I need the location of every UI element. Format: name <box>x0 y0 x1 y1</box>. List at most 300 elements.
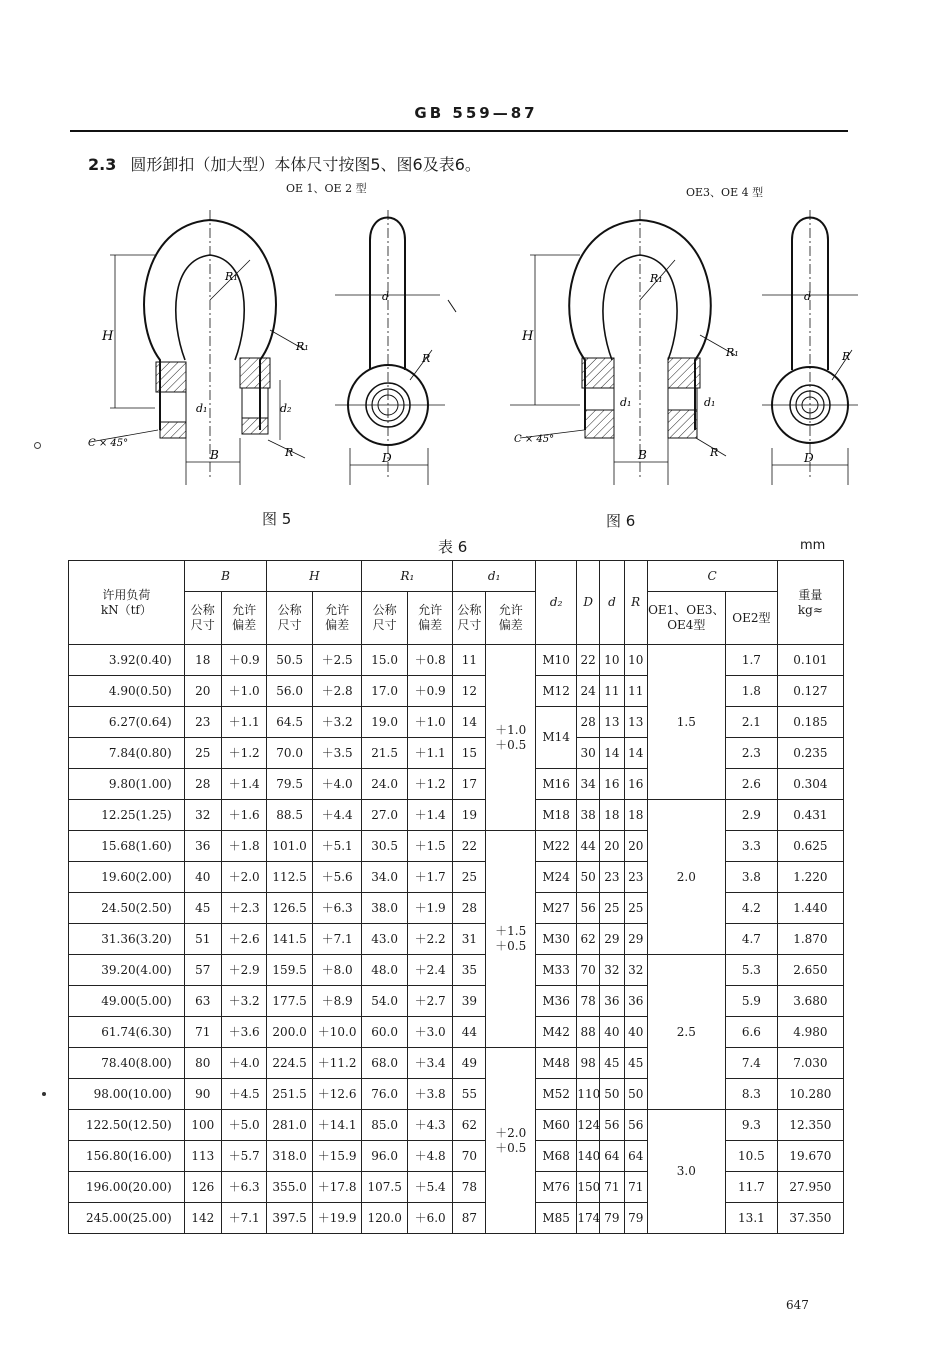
cell-R: 16 <box>624 769 647 800</box>
cell-H: 397.5 <box>267 1203 312 1234</box>
fig5-R1-label: R₁ <box>225 270 238 283</box>
header-load: 许用负荷 kN（tf） <box>69 561 185 645</box>
cell-H-tol: ＋2.5 <box>312 645 362 676</box>
cell-R1: 24.0 <box>362 769 407 800</box>
cell-R1-tol: ＋2.4 <box>407 955 452 986</box>
cell-weight: 7.030 <box>777 1048 843 1079</box>
cell-B-tol: ＋6.3 <box>221 1172 266 1203</box>
cell-d1: 28 <box>453 893 486 924</box>
cell-d1: 25 <box>453 862 486 893</box>
cell-load: 122.50(12.50) <box>69 1110 185 1141</box>
cell-d: 79 <box>600 1203 625 1234</box>
cell-H-tol: ＋14.1 <box>312 1110 362 1141</box>
cell-H: 281.0 <box>267 1110 312 1141</box>
figure6-drawing <box>500 200 860 500</box>
header-weight: 重量 kg≈ <box>777 561 843 645</box>
cell-R1: 17.0 <box>362 676 407 707</box>
cell-load: 31.36(3.20) <box>69 924 185 955</box>
cell-d2: M27 <box>536 893 577 924</box>
cell-R1: 107.5 <box>362 1172 407 1203</box>
cell-B-tol: ＋3.2 <box>221 986 266 1017</box>
cell-C-oe2: 2.9 <box>726 800 778 831</box>
svg-text:R: R <box>710 446 719 459</box>
cell-d1: 55 <box>453 1079 486 1110</box>
cell-B-tol: ＋1.8 <box>221 831 266 862</box>
table-row <box>69 1141 844 1172</box>
svg-text:R: R <box>842 350 851 363</box>
cell-D: 30 <box>577 738 600 769</box>
cell-B: 57 <box>184 955 221 986</box>
cell-R: 18 <box>624 800 647 831</box>
cell-load: 12.25(1.25) <box>69 800 185 831</box>
cell-C-oe2: 10.5 <box>726 1141 778 1172</box>
cell-R: 13 <box>624 707 647 738</box>
cell-C-oe2: 8.3 <box>726 1079 778 1110</box>
cell-d1-tol-group: ＋2.0 ＋0.5 <box>486 1048 536 1234</box>
cell-R1-tol: ＋0.9 <box>407 676 452 707</box>
cell-B: 90 <box>184 1079 221 1110</box>
cell-D: 124 <box>577 1110 600 1141</box>
margin-dot <box>42 1092 46 1096</box>
cell-d2: M85 <box>536 1203 577 1234</box>
cell-weight: 4.980 <box>777 1017 843 1048</box>
cell-d2: M42 <box>536 1017 577 1048</box>
cell-B: 80 <box>184 1048 221 1079</box>
cell-d: 29 <box>600 924 625 955</box>
cell-R1: 85.0 <box>362 1110 407 1141</box>
cell-R1-tol: ＋0.8 <box>407 645 452 676</box>
cell-H: 88.5 <box>267 800 312 831</box>
cell-R: 50 <box>624 1079 647 1110</box>
header-C-oe2: OE2型 <box>726 592 778 645</box>
cell-d: 14 <box>600 738 625 769</box>
cell-d2: M10 <box>536 645 577 676</box>
cell-d2: M12 <box>536 676 577 707</box>
header-d2: d₂ <box>536 561 577 645</box>
section-number: 2.3 <box>88 155 117 174</box>
header-B: B <box>184 561 267 592</box>
table-row <box>69 676 844 707</box>
cell-R1-tol: ＋1.5 <box>407 831 452 862</box>
cell-H: 251.5 <box>267 1079 312 1110</box>
cell-D: 98 <box>577 1048 600 1079</box>
cell-H: 355.0 <box>267 1172 312 1203</box>
cell-C-oe2: 3.3 <box>726 831 778 862</box>
cell-C-oe2: 7.4 <box>726 1048 778 1079</box>
cell-weight: 0.625 <box>777 831 843 862</box>
cell-d: 71 <box>600 1172 625 1203</box>
cell-B: 20 <box>184 676 221 707</box>
cell-d: 10 <box>600 645 625 676</box>
figure5-drawing <box>60 200 500 500</box>
cell-d: 50 <box>600 1079 625 1110</box>
svg-text:d: d <box>804 290 812 303</box>
header-tolerance: 允许 偏差 <box>486 592 536 645</box>
header-nominal: 公称 尺寸 <box>362 592 407 645</box>
cell-R: 56 <box>624 1110 647 1141</box>
cell-H-tol: ＋17.8 <box>312 1172 362 1203</box>
cell-R1: 60.0 <box>362 1017 407 1048</box>
cell-R: 32 <box>624 955 647 986</box>
cell-d1: 17 <box>453 769 486 800</box>
cell-B: 100 <box>184 1110 221 1141</box>
cell-d1: 62 <box>453 1110 486 1141</box>
cell-B-tol: ＋5.0 <box>221 1110 266 1141</box>
cell-R: 71 <box>624 1172 647 1203</box>
cell-R1: 54.0 <box>362 986 407 1017</box>
cell-d: 23 <box>600 862 625 893</box>
cell-H-tol: ＋3.2 <box>312 707 362 738</box>
table-row <box>69 645 844 676</box>
cell-B: 25 <box>184 738 221 769</box>
cell-R1-tol: ＋3.4 <box>407 1048 452 1079</box>
cell-R: 36 <box>624 986 647 1017</box>
svg-text:d₁: d₁ <box>704 396 716 409</box>
cell-H: 50.5 <box>267 645 312 676</box>
svg-text:R₁: R₁ <box>296 340 309 353</box>
cell-weight: 0.431 <box>777 800 843 831</box>
cell-R1: 19.0 <box>362 707 407 738</box>
svg-text:d: d <box>382 290 390 303</box>
cell-R: 79 <box>624 1203 647 1234</box>
cell-B-tol: ＋1.0 <box>221 676 266 707</box>
svg-text:B: B <box>638 448 647 462</box>
svg-text:D: D <box>804 451 814 465</box>
cell-R: 25 <box>624 893 647 924</box>
cell-R1-tol: ＋2.7 <box>407 986 452 1017</box>
header-tolerance: 允许 偏差 <box>407 592 452 645</box>
cell-B-tol: ＋2.3 <box>221 893 266 924</box>
cell-R1-tol: ＋1.2 <box>407 769 452 800</box>
cell-B: 113 <box>184 1141 221 1172</box>
table-row <box>69 1203 844 1234</box>
cell-d2: M48 <box>536 1048 577 1079</box>
cell-C-oe2: 13.1 <box>726 1203 778 1234</box>
page-number: 647 <box>786 1298 809 1312</box>
svg-text:R: R <box>422 352 431 365</box>
cell-B-tol: ＋2.0 <box>221 862 266 893</box>
cell-R1: 30.5 <box>362 831 407 862</box>
table-row <box>69 831 844 862</box>
cell-weight: 0.185 <box>777 707 843 738</box>
cell-d1: 12 <box>453 676 486 707</box>
cell-d2: M22 <box>536 831 577 862</box>
cell-R: 10 <box>624 645 647 676</box>
cell-D: 88 <box>577 1017 600 1048</box>
cell-H-tol: ＋4.4 <box>312 800 362 831</box>
cell-d2: M14 <box>536 707 577 769</box>
cell-R: 20 <box>624 831 647 862</box>
cell-C-oe2: 2.1 <box>726 707 778 738</box>
svg-text:R₁: R₁ <box>650 272 663 285</box>
cell-R1-tol: ＋3.0 <box>407 1017 452 1048</box>
cell-d2: M52 <box>536 1079 577 1110</box>
cell-B: 126 <box>184 1172 221 1203</box>
cell-H-tol: ＋3.5 <box>312 738 362 769</box>
header-nominal: 公称 尺寸 <box>453 592 486 645</box>
cell-d: 20 <box>600 831 625 862</box>
cell-H-tol: ＋4.0 <box>312 769 362 800</box>
cell-weight: 3.680 <box>777 986 843 1017</box>
cell-B: 18 <box>184 645 221 676</box>
cell-B: 32 <box>184 800 221 831</box>
cell-R1-tol: ＋1.0 <box>407 707 452 738</box>
cell-H: 200.0 <box>267 1017 312 1048</box>
cell-load: 156.80(16.00) <box>69 1141 185 1172</box>
cell-B: 23 <box>184 707 221 738</box>
cell-d2: M76 <box>536 1172 577 1203</box>
cell-D: 28 <box>577 707 600 738</box>
section-text: 圆形卸扣（加大型）本体尺寸按图5、图6及表6。 <box>130 155 481 174</box>
cell-R: 23 <box>624 862 647 893</box>
cell-weight: 0.304 <box>777 769 843 800</box>
cell-load: 19.60(2.00) <box>69 862 185 893</box>
table-row <box>69 769 844 800</box>
cell-R1-tol: ＋1.7 <box>407 862 452 893</box>
figure5-label: 图 5 <box>262 510 292 528</box>
cell-R1-tol: ＋1.9 <box>407 893 452 924</box>
cell-C-oe2: 5.3 <box>726 955 778 986</box>
cell-d: 16 <box>600 769 625 800</box>
cell-D: 34 <box>577 769 600 800</box>
cell-weight: 37.350 <box>777 1203 843 1234</box>
fig5-H-label: H <box>102 329 114 344</box>
cell-H-tol: ＋7.1 <box>312 924 362 955</box>
table-row <box>69 924 844 955</box>
header-C-oe134: OE1、OE3、 OE4型 <box>647 592 726 645</box>
table-row <box>69 862 844 893</box>
svg-text:R₁: R₁ <box>726 346 739 359</box>
header-tolerance: 允许 偏差 <box>312 592 362 645</box>
cell-H: 64.5 <box>267 707 312 738</box>
cell-B-tol: ＋4.5 <box>221 1079 266 1110</box>
cell-d1: 44 <box>453 1017 486 1048</box>
standard-header: GB 559—87 <box>414 104 538 122</box>
cell-d1: 15 <box>453 738 486 769</box>
cell-d1: 39 <box>453 986 486 1017</box>
cell-C-group: 3.0 <box>647 1110 726 1234</box>
cell-D: 24 <box>577 676 600 707</box>
cell-weight: 19.670 <box>777 1141 843 1172</box>
cell-B: 40 <box>184 862 221 893</box>
cell-R1: 48.0 <box>362 955 407 986</box>
cell-d1-tol-group: ＋1.5 ＋0.5 <box>486 831 536 1048</box>
cell-B-tol: ＋1.6 <box>221 800 266 831</box>
cell-d1: 31 <box>453 924 486 955</box>
cell-load: 98.00(10.00) <box>69 1079 185 1110</box>
cell-H: 177.5 <box>267 986 312 1017</box>
cell-R1: 15.0 <box>362 645 407 676</box>
cell-d2: M33 <box>536 955 577 986</box>
cell-d1: 70 <box>453 1141 486 1172</box>
cell-C-oe2: 1.8 <box>726 676 778 707</box>
header-tolerance: 允许 偏差 <box>221 592 266 645</box>
cell-H-tol: ＋5.1 <box>312 831 362 862</box>
cell-H: 101.0 <box>267 831 312 862</box>
cell-d1-tol-group: ＋1.0 ＋0.5 <box>486 645 536 831</box>
cell-d2: M18 <box>536 800 577 831</box>
cell-weight: 0.235 <box>777 738 843 769</box>
cell-weight: 1.220 <box>777 862 843 893</box>
cell-load: 78.40(8.00) <box>69 1048 185 1079</box>
table-row <box>69 1017 844 1048</box>
cell-H: 126.5 <box>267 893 312 924</box>
cell-D: 50 <box>577 862 600 893</box>
cell-R: 14 <box>624 738 647 769</box>
cell-B-tol: ＋4.0 <box>221 1048 266 1079</box>
cell-D: 38 <box>577 800 600 831</box>
cell-d: 25 <box>600 893 625 924</box>
cell-H-tol: ＋8.9 <box>312 986 362 1017</box>
figure6-label: 图 6 <box>606 512 636 530</box>
cell-H-tol: ＋12.6 <box>312 1079 362 1110</box>
cell-weight: 1.870 <box>777 924 843 955</box>
cell-H-tol: ＋8.0 <box>312 955 362 986</box>
table-row <box>69 707 844 738</box>
cell-C-oe2: 3.8 <box>726 862 778 893</box>
cell-d: 36 <box>600 986 625 1017</box>
cell-R1: 27.0 <box>362 800 407 831</box>
cell-C-oe2: 2.6 <box>726 769 778 800</box>
header-d: d <box>600 561 625 645</box>
figure6-caption: OE3、OE 4 型 <box>686 186 764 199</box>
cell-D: 22 <box>577 645 600 676</box>
cell-B-tol: ＋1.2 <box>221 738 266 769</box>
table-row <box>69 1079 844 1110</box>
table-body <box>69 645 844 1234</box>
cell-R1: 96.0 <box>362 1141 407 1172</box>
cell-d1: 87 <box>453 1203 486 1234</box>
cell-d2: M16 <box>536 769 577 800</box>
cell-C-oe2: 4.7 <box>726 924 778 955</box>
cell-d: 45 <box>600 1048 625 1079</box>
cell-D: 70 <box>577 955 600 986</box>
cell-load: 15.68(1.60) <box>69 831 185 862</box>
svg-text:C × 45°: C × 45° <box>514 434 555 445</box>
table-row <box>69 893 844 924</box>
cell-R: 40 <box>624 1017 647 1048</box>
cell-d2: M36 <box>536 986 577 1017</box>
cell-H-tol: ＋6.3 <box>312 893 362 924</box>
cell-weight: 10.280 <box>777 1079 843 1110</box>
cell-H-tol: ＋2.8 <box>312 676 362 707</box>
svg-text:D: D <box>382 451 392 465</box>
cell-R1: 68.0 <box>362 1048 407 1079</box>
cell-B: 45 <box>184 893 221 924</box>
header-R: R <box>624 561 647 645</box>
cell-B-tol: ＋3.6 <box>221 1017 266 1048</box>
table-row <box>69 1172 844 1203</box>
cell-D: 56 <box>577 893 600 924</box>
cell-B-tol: ＋1.1 <box>221 707 266 738</box>
table-row <box>69 738 844 769</box>
cell-d1: 14 <box>453 707 486 738</box>
cell-D: 44 <box>577 831 600 862</box>
header-D: D <box>577 561 600 645</box>
cell-R1: 34.0 <box>362 862 407 893</box>
cell-H-tol: ＋5.6 <box>312 862 362 893</box>
header-C: C <box>647 561 777 592</box>
svg-text:d₁: d₁ <box>196 402 208 415</box>
cell-load: 196.00(20.00) <box>69 1172 185 1203</box>
cell-R1-tol: ＋4.3 <box>407 1110 452 1141</box>
cell-load: 9.80(1.00) <box>69 769 185 800</box>
svg-text:d₂: d₂ <box>280 402 292 415</box>
cell-B-tol: ＋5.7 <box>221 1141 266 1172</box>
cell-C-oe2: 5.9 <box>726 986 778 1017</box>
cell-R1: 43.0 <box>362 924 407 955</box>
cell-load: 245.00(25.00) <box>69 1203 185 1234</box>
table-title: 表 6 <box>438 538 468 556</box>
cell-H-tol: ＋15.9 <box>312 1141 362 1172</box>
cell-d1: 78 <box>453 1172 486 1203</box>
cell-load: 3.92(0.40) <box>69 645 185 676</box>
cell-H: 112.5 <box>267 862 312 893</box>
cell-R1-tol: ＋5.4 <box>407 1172 452 1203</box>
cell-load: 4.90(0.50) <box>69 676 185 707</box>
svg-text:H: H <box>522 329 534 344</box>
cell-R: 11 <box>624 676 647 707</box>
cell-B-tol: ＋1.4 <box>221 769 266 800</box>
header-R1: R₁ <box>362 561 453 592</box>
cell-B-tol: ＋7.1 <box>221 1203 266 1234</box>
cell-C-oe2: 9.3 <box>726 1110 778 1141</box>
cell-H: 70.0 <box>267 738 312 769</box>
header-nominal: 公称 尺寸 <box>184 592 221 645</box>
cell-d: 32 <box>600 955 625 986</box>
figure5-caption: OE 1、OE 2 型 <box>286 182 367 195</box>
cell-weight: 1.440 <box>777 893 843 924</box>
cell-d1: 35 <box>453 955 486 986</box>
table-row <box>69 800 844 831</box>
cell-H: 141.5 <box>267 924 312 955</box>
cell-d2: M60 <box>536 1110 577 1141</box>
svg-text:d₁: d₁ <box>620 396 632 409</box>
cell-R1-tol: ＋2.2 <box>407 924 452 955</box>
section-heading <box>88 152 481 175</box>
cell-R1: 76.0 <box>362 1079 407 1110</box>
cell-D: 150 <box>577 1172 600 1203</box>
cell-load: 39.20(4.00) <box>69 955 185 986</box>
header-rule <box>70 130 848 132</box>
cell-weight: 12.350 <box>777 1110 843 1141</box>
cell-C-group: 2.5 <box>647 955 726 1110</box>
header-nominal: 公称 尺寸 <box>267 592 312 645</box>
cell-H-tol: ＋19.9 <box>312 1203 362 1234</box>
cell-load: 7.84(0.80) <box>69 738 185 769</box>
right-eye-section <box>240 358 270 388</box>
table-row <box>69 955 844 986</box>
cell-d1: 49 <box>453 1048 486 1079</box>
cell-R1-tol: ＋1.1 <box>407 738 452 769</box>
cell-C-oe2: 1.7 <box>726 645 778 676</box>
cell-d: 13 <box>600 707 625 738</box>
cell-B: 28 <box>184 769 221 800</box>
cell-weight: 2.650 <box>777 955 843 986</box>
cell-weight: 27.950 <box>777 1172 843 1203</box>
cell-R1-tol: ＋4.8 <box>407 1141 452 1172</box>
cell-R1-tol: ＋3.8 <box>407 1079 452 1110</box>
cell-d1: 19 <box>453 800 486 831</box>
cell-D: 62 <box>577 924 600 955</box>
cell-H: 79.5 <box>267 769 312 800</box>
cell-R1: 38.0 <box>362 893 407 924</box>
cell-d: 18 <box>600 800 625 831</box>
cell-C-oe2: 11.7 <box>726 1172 778 1203</box>
cell-B-tol: ＋2.6 <box>221 924 266 955</box>
cell-load: 6.27(0.64) <box>69 707 185 738</box>
cell-weight: 0.127 <box>777 676 843 707</box>
